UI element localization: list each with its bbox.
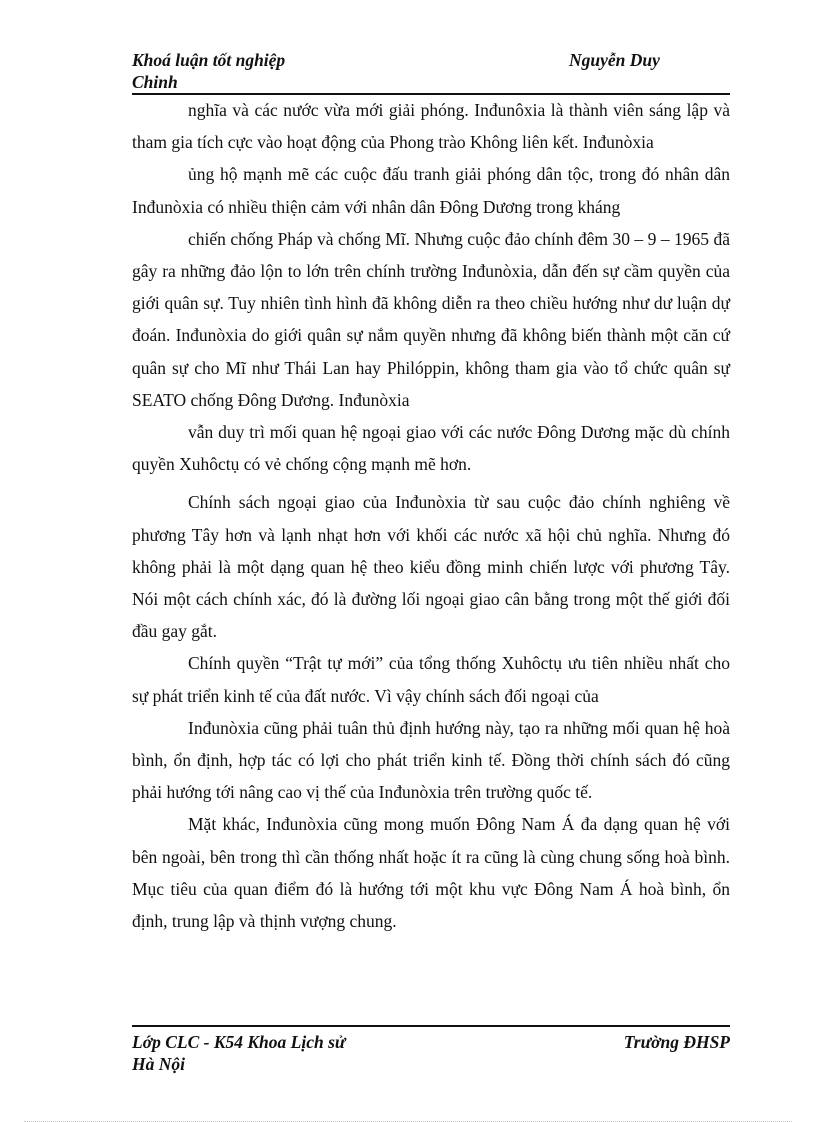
paragraph: chiến chống Pháp và chống Mĩ. Nhưng cuộc đảo chính đêm 30 – 9 – 1965 đã gây ra những đảo lộn to lớn trên chính trường Inđunòxia, dẫn đến sự cầm quyền của giới quân sự. Tuy nhiên tình hình đã không diễn ra theo chiều hướng như dư luận dự đoán. Inđunòxia do giới quân sự nắm quyền nhưng đã không biến thành một căn cứ quân sự cho Mĩ như Thái Lan hay Philóppin, không tham gia vào tổ chức quân sự SEATO chống Đông Dương. Inđunòxia (132, 228, 730, 410)
paragraph: Inđunòxia cũng phải tuân thủ định hướng này, tạo ra những mối quan hệ hoà bình, ổn định, hợp tác có lợi cho phát triển kinh tế. Đồng thời chính sách đó cũng phải hướng tới nâng cao vị thế của Inđunòxia trên trường quốc tế. (132, 717, 730, 803)
footer-university: Trường ĐHSP (623, 1032, 730, 1052)
footer-city: Hà Nội (132, 1054, 185, 1074)
document-body (132, 94, 730, 937)
footer-rule (132, 1025, 730, 1027)
header-author-name: Nguyễn Duy (569, 50, 660, 70)
header-author-name-continued: Chinh (132, 72, 178, 92)
paragraph: Chính quyền “Trật tự mới” của tổng thống Xuhôctụ ưu tiên nhiều nhất cho sự phát triển kinh tế của đất nước. Vì vậy chính sách đối ngoại của (132, 653, 730, 706)
paragraph: Chính sách ngoại giao của Inđunòxia từ sau cuộc đảo chính nghiêng về phương Tây hơn và lạnh nhạt hơn với khối các nước xã hội chủ nghĩa. Nhưng đó không phải là một dạng quan hệ theo kiểu đồng minh chiến lược với phương Tây. Nói một cách chính xác, đó là đường lối ngoại giao cân bằng trong một thế giới đối đầu gay gắt. (132, 492, 730, 642)
paragraph: ủng hộ mạnh mẽ các cuộc đấu tranh giải phóng dân tộc, trong đó nhân dân Inđunòxia có nhiều thiện cảm với nhân dân Đông Dương trong kháng (132, 164, 730, 217)
page-footer (132, 1031, 730, 1075)
paragraph: Mặt khác, Inđunòxia cũng mong muốn Đông Nam Á đa dạng quan hệ với bên ngoài, bên trong thì cần thống nhất hoặc ít ra cũng là cùng chung sống hoà bình. Mục tiêu của quan điểm đó là hướng tới một khu vực Đông Nam Á hoà bình, ổn định, trung lập và thịnh vượng chung. (132, 814, 730, 932)
footer-class-name: Lớp CLC - K54 Khoa Lịch sử (132, 1032, 346, 1052)
paragraph: nghĩa và các nước vừa mới giải phóng. Inđunôxia là thành viên sáng lập và tham gia tích cực vào hoạt động của Phong trào Không liên kết. Inđunòxia (132, 100, 730, 153)
paragraph: vẫn duy trì mối quan hệ ngoại giao với các nước Đông Dương mặc dù chính quyền Xuhôctụ có vẻ chống cộng mạnh mẽ hơn. (132, 422, 730, 475)
header-thesis-title: Khoá luận tốt nghiệp (132, 50, 286, 70)
page-header (132, 49, 730, 93)
page-edge-divider (24, 1121, 792, 1122)
